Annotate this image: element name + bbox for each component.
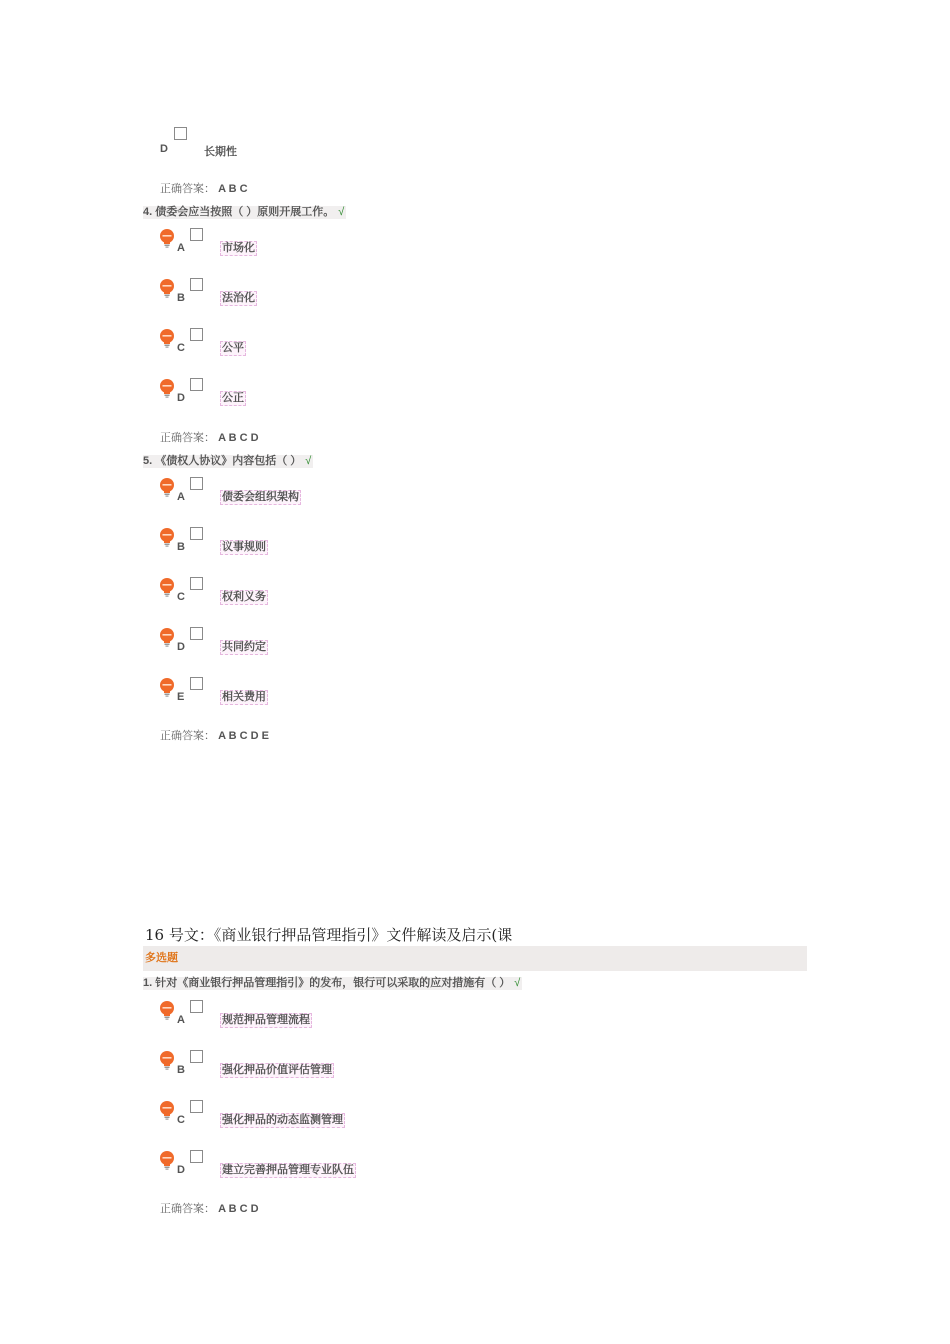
option-text: 共同约定 (222, 641, 266, 653)
correct-answer (160, 1200, 259, 1216)
question-title (143, 206, 346, 219)
option-letter: A (177, 491, 185, 503)
option-letter: B (177, 1064, 185, 1076)
option-text: 公正 (222, 392, 244, 404)
checkbox-icon[interactable] (190, 527, 203, 540)
section-title: 16 号文：《商业银行押品管理指引》文件解读及启示(课 (145, 926, 513, 944)
option-letter: A (177, 1014, 185, 1026)
answer-label: 正确答案： (160, 183, 215, 195)
option-letter: D (160, 143, 168, 155)
checkbox-icon[interactable] (190, 677, 203, 690)
option-letter: C (177, 591, 185, 603)
lightbulb-icon (159, 1101, 175, 1120)
answer-label: 正确答案： (160, 1203, 215, 1215)
checkbox-icon[interactable] (190, 278, 203, 291)
question-type-label: 多选题 (145, 952, 178, 964)
option-text: 市场化 (222, 242, 255, 254)
correct-check-icon: √ (338, 206, 345, 218)
lightbulb-icon (159, 478, 175, 497)
checkbox-icon[interactable] (174, 127, 187, 140)
question-title (143, 977, 522, 990)
option-text: 公平 (222, 342, 244, 354)
question-text: 1. 针对《商业银行押品管理指引》的发布，银行可以采取的应对措施有（ ） (143, 977, 511, 989)
checkbox-icon[interactable] (190, 627, 203, 640)
lightbulb-icon (159, 229, 175, 248)
checkbox-icon[interactable] (190, 378, 203, 391)
option-letter: C (177, 1114, 185, 1126)
option-text: 强化押品价值评估管理 (222, 1064, 332, 1076)
answer-label: 正确答案： (160, 432, 215, 444)
option-text: 议事规则 (222, 541, 266, 553)
option-text: 强化押品的动态监测管理 (222, 1114, 343, 1126)
lightbulb-icon (159, 628, 175, 647)
correct-check-icon: √ (305, 455, 312, 467)
checkbox-icon[interactable] (190, 1050, 203, 1063)
answer-value: A B C D (218, 1203, 259, 1215)
option-text: 权利义务 (222, 591, 266, 603)
option-text: 规范押品管理流程 (222, 1014, 310, 1026)
answer-value: A B C D E (218, 730, 269, 742)
lightbulb-icon (159, 1001, 175, 1020)
checkbox-icon[interactable] (190, 1150, 203, 1163)
lightbulb-icon (159, 329, 175, 348)
option-letter: A (177, 242, 185, 254)
checkbox-icon[interactable] (190, 1100, 203, 1113)
correct-answer (160, 727, 269, 743)
lightbulb-icon (159, 379, 175, 398)
checkbox-icon[interactable] (190, 328, 203, 341)
option-text: 相关费用 (222, 691, 266, 703)
option-text: 法治化 (222, 292, 255, 304)
option-letter: D (177, 1164, 185, 1176)
lightbulb-icon (159, 279, 175, 298)
option-text: 债委会组织架构 (222, 491, 299, 503)
option-text: 建立完善押品管理专业队伍 (222, 1164, 354, 1176)
option-letter: D (177, 392, 185, 404)
answer-value: A B C (218, 183, 248, 195)
option-letter: B (177, 292, 185, 304)
option-letter: E (177, 691, 185, 703)
lightbulb-icon (159, 578, 175, 597)
option-letter: C (177, 342, 185, 354)
checkbox-icon[interactable] (190, 1000, 203, 1013)
checkbox-icon[interactable] (190, 577, 203, 590)
lightbulb-icon (159, 1051, 175, 1070)
lightbulb-icon (159, 528, 175, 547)
answer-label: 正确答案： (160, 730, 215, 742)
lightbulb-icon (159, 678, 175, 697)
checkbox-icon[interactable] (190, 477, 203, 490)
question-text: 5. 《债权人协议》内容包括（ ） (143, 455, 302, 467)
lightbulb-icon (159, 1151, 175, 1170)
option-text: 长期性 (204, 146, 237, 158)
answer-value: A B C D (218, 432, 259, 444)
option-letter: D (177, 641, 185, 653)
correct-answer (160, 429, 259, 445)
option-letter: B (177, 541, 185, 553)
question-title (143, 455, 313, 468)
question-text: 4. 债委会应当按照（ ）原则开展工作。 (143, 206, 335, 218)
correct-check-icon: √ (514, 977, 521, 989)
question-type-bar (143, 946, 807, 971)
checkbox-icon[interactable] (190, 228, 203, 241)
correct-answer (160, 180, 248, 196)
